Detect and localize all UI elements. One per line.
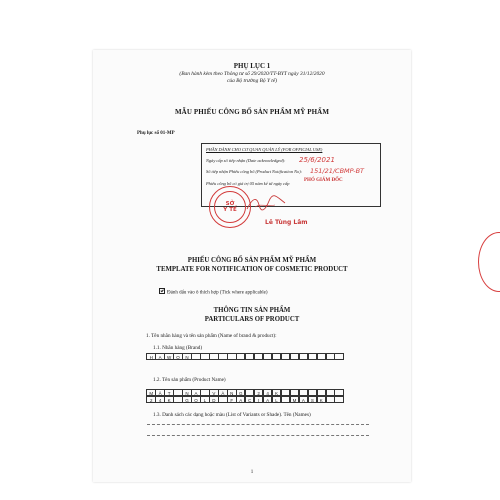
letter-cell: 2 [254, 389, 264, 396]
template-title-vi: PHIẾU CÔNG BỐ SẢN PHẨM MỸ PHẨM [187, 257, 317, 264]
letter-cell: V [209, 389, 219, 396]
section-1-label: 1. Tên nhãn hàng và tên sản phẩm (Name of brand & product): [146, 333, 277, 339]
signature-icon [245, 195, 287, 213]
letter-cell: T [164, 389, 174, 396]
product-name-cells-row2 [147, 396, 344, 403]
letter-cell: N [227, 389, 237, 396]
date-acknowledged-label: Ngày cấp số tiếp nhận (Date acknowledged): [206, 158, 286, 163]
letter-cell: L [200, 396, 210, 403]
form-number: Phụ lục số 01-MP [137, 131, 175, 136]
letter-cell: 2 [146, 396, 156, 403]
date-acknowledged-value: 25/6/2021 [299, 156, 335, 164]
appendix-title: PHỤ LỤC 1 [233, 62, 271, 70]
particulars-title-vi: THÔNG TIN SẢN PHẨM [213, 307, 291, 314]
seal-text-line2: Y TẾ [223, 207, 237, 213]
partial-stamp-icon [478, 232, 500, 292]
seal-text-line1: SỞ [225, 201, 235, 207]
checkbox-checked-icon [159, 288, 165, 294]
letter-cell: Ặ [155, 389, 165, 396]
letter-cell: W [164, 353, 174, 360]
letter-cell: G [236, 389, 246, 396]
letter-cell [334, 353, 344, 360]
letter-cell: O [173, 353, 183, 360]
notification-number-value: 151/21/CBMP-BT [310, 167, 365, 175]
letter-cell: A [236, 396, 246, 403]
section-1-2-label: 1.2. Tên sản phẩm (Product Name) [153, 377, 226, 383]
main-title: MẪU PHIẾU CÔNG BỐ SẢN PHẨM MỸ PHẨM [174, 108, 330, 116]
letter-cell: K [164, 396, 174, 403]
letter-cell: N [182, 353, 192, 360]
document-page [93, 50, 411, 482]
section-1-3-label: 1.3. Danh sách các dạng hoặc màu (List of Variants or Shade). Tên (Names) [153, 412, 311, 418]
letter-cell: M [290, 396, 300, 403]
tick-note-text: Đánh dấu vào ô thích hợp (Tick where applicable) [167, 290, 268, 296]
section-1-1-label: 1.1. Nhãn hàng (Brand) [153, 345, 203, 351]
letter-cell: Ạ [191, 389, 201, 396]
letter-cell: F [227, 396, 237, 403]
brand-cells-row [147, 353, 344, 360]
appendix-subtitle-line2: của Bộ trưởng Bộ Y tế) [227, 78, 277, 84]
letter-cell [334, 396, 344, 403]
validity-label: Phiếu công bố có giá trị 05 năm kể từ ngày cấp [206, 181, 290, 186]
template-title-en: TEMPLATE FOR NOTIFICATION OF COSMETIC PRODUCT [156, 266, 348, 273]
letter-cell: I [254, 396, 264, 403]
letter-cell: C [245, 396, 255, 403]
letter-cell: D [209, 396, 219, 403]
letter-cell: 4 [263, 389, 273, 396]
letter-cell: A [263, 396, 273, 403]
deputy-director-stamp: PHÓ GIÁM ĐỐC [304, 178, 343, 183]
letter-cell: S [308, 396, 318, 403]
letter-cell: K [317, 396, 327, 403]
dotted-answer-line [147, 424, 369, 425]
appendix-subtitle-line1: (Ban hành kèm theo Thông tư số 29/2020/TT-BYT ngày 31/12/2020 [179, 71, 325, 77]
particulars-title-en: PARTICULARS OF PRODUCT [204, 316, 300, 323]
signer-name: Lê Tùng Lâm [265, 219, 308, 226]
notification-number-label: Số tiếp nhận Phiếu công bố (Product Notification No): [206, 169, 303, 174]
letter-cell: K [272, 389, 282, 396]
letter-cell: N [182, 389, 192, 396]
letter-cell: G [182, 396, 192, 403]
letter-cell: L [272, 396, 282, 403]
official-box-heading: PHẦN DÀNH CHO CƠ QUAN QUẢN LÝ (FOR OFFICIAL USE) [206, 147, 323, 152]
seal-inner-ring [214, 191, 246, 223]
letter-cell: À [218, 389, 228, 396]
letter-cell: 4 [155, 396, 165, 403]
letter-cell: H [146, 353, 156, 360]
letter-cell: A [299, 396, 309, 403]
letter-cell: M [146, 389, 156, 396]
letter-cell: O [191, 396, 201, 403]
page-number: 1 [250, 470, 254, 475]
letter-cell: A [155, 353, 165, 360]
dotted-answer-line [147, 435, 369, 436]
tick-note [159, 288, 268, 296]
